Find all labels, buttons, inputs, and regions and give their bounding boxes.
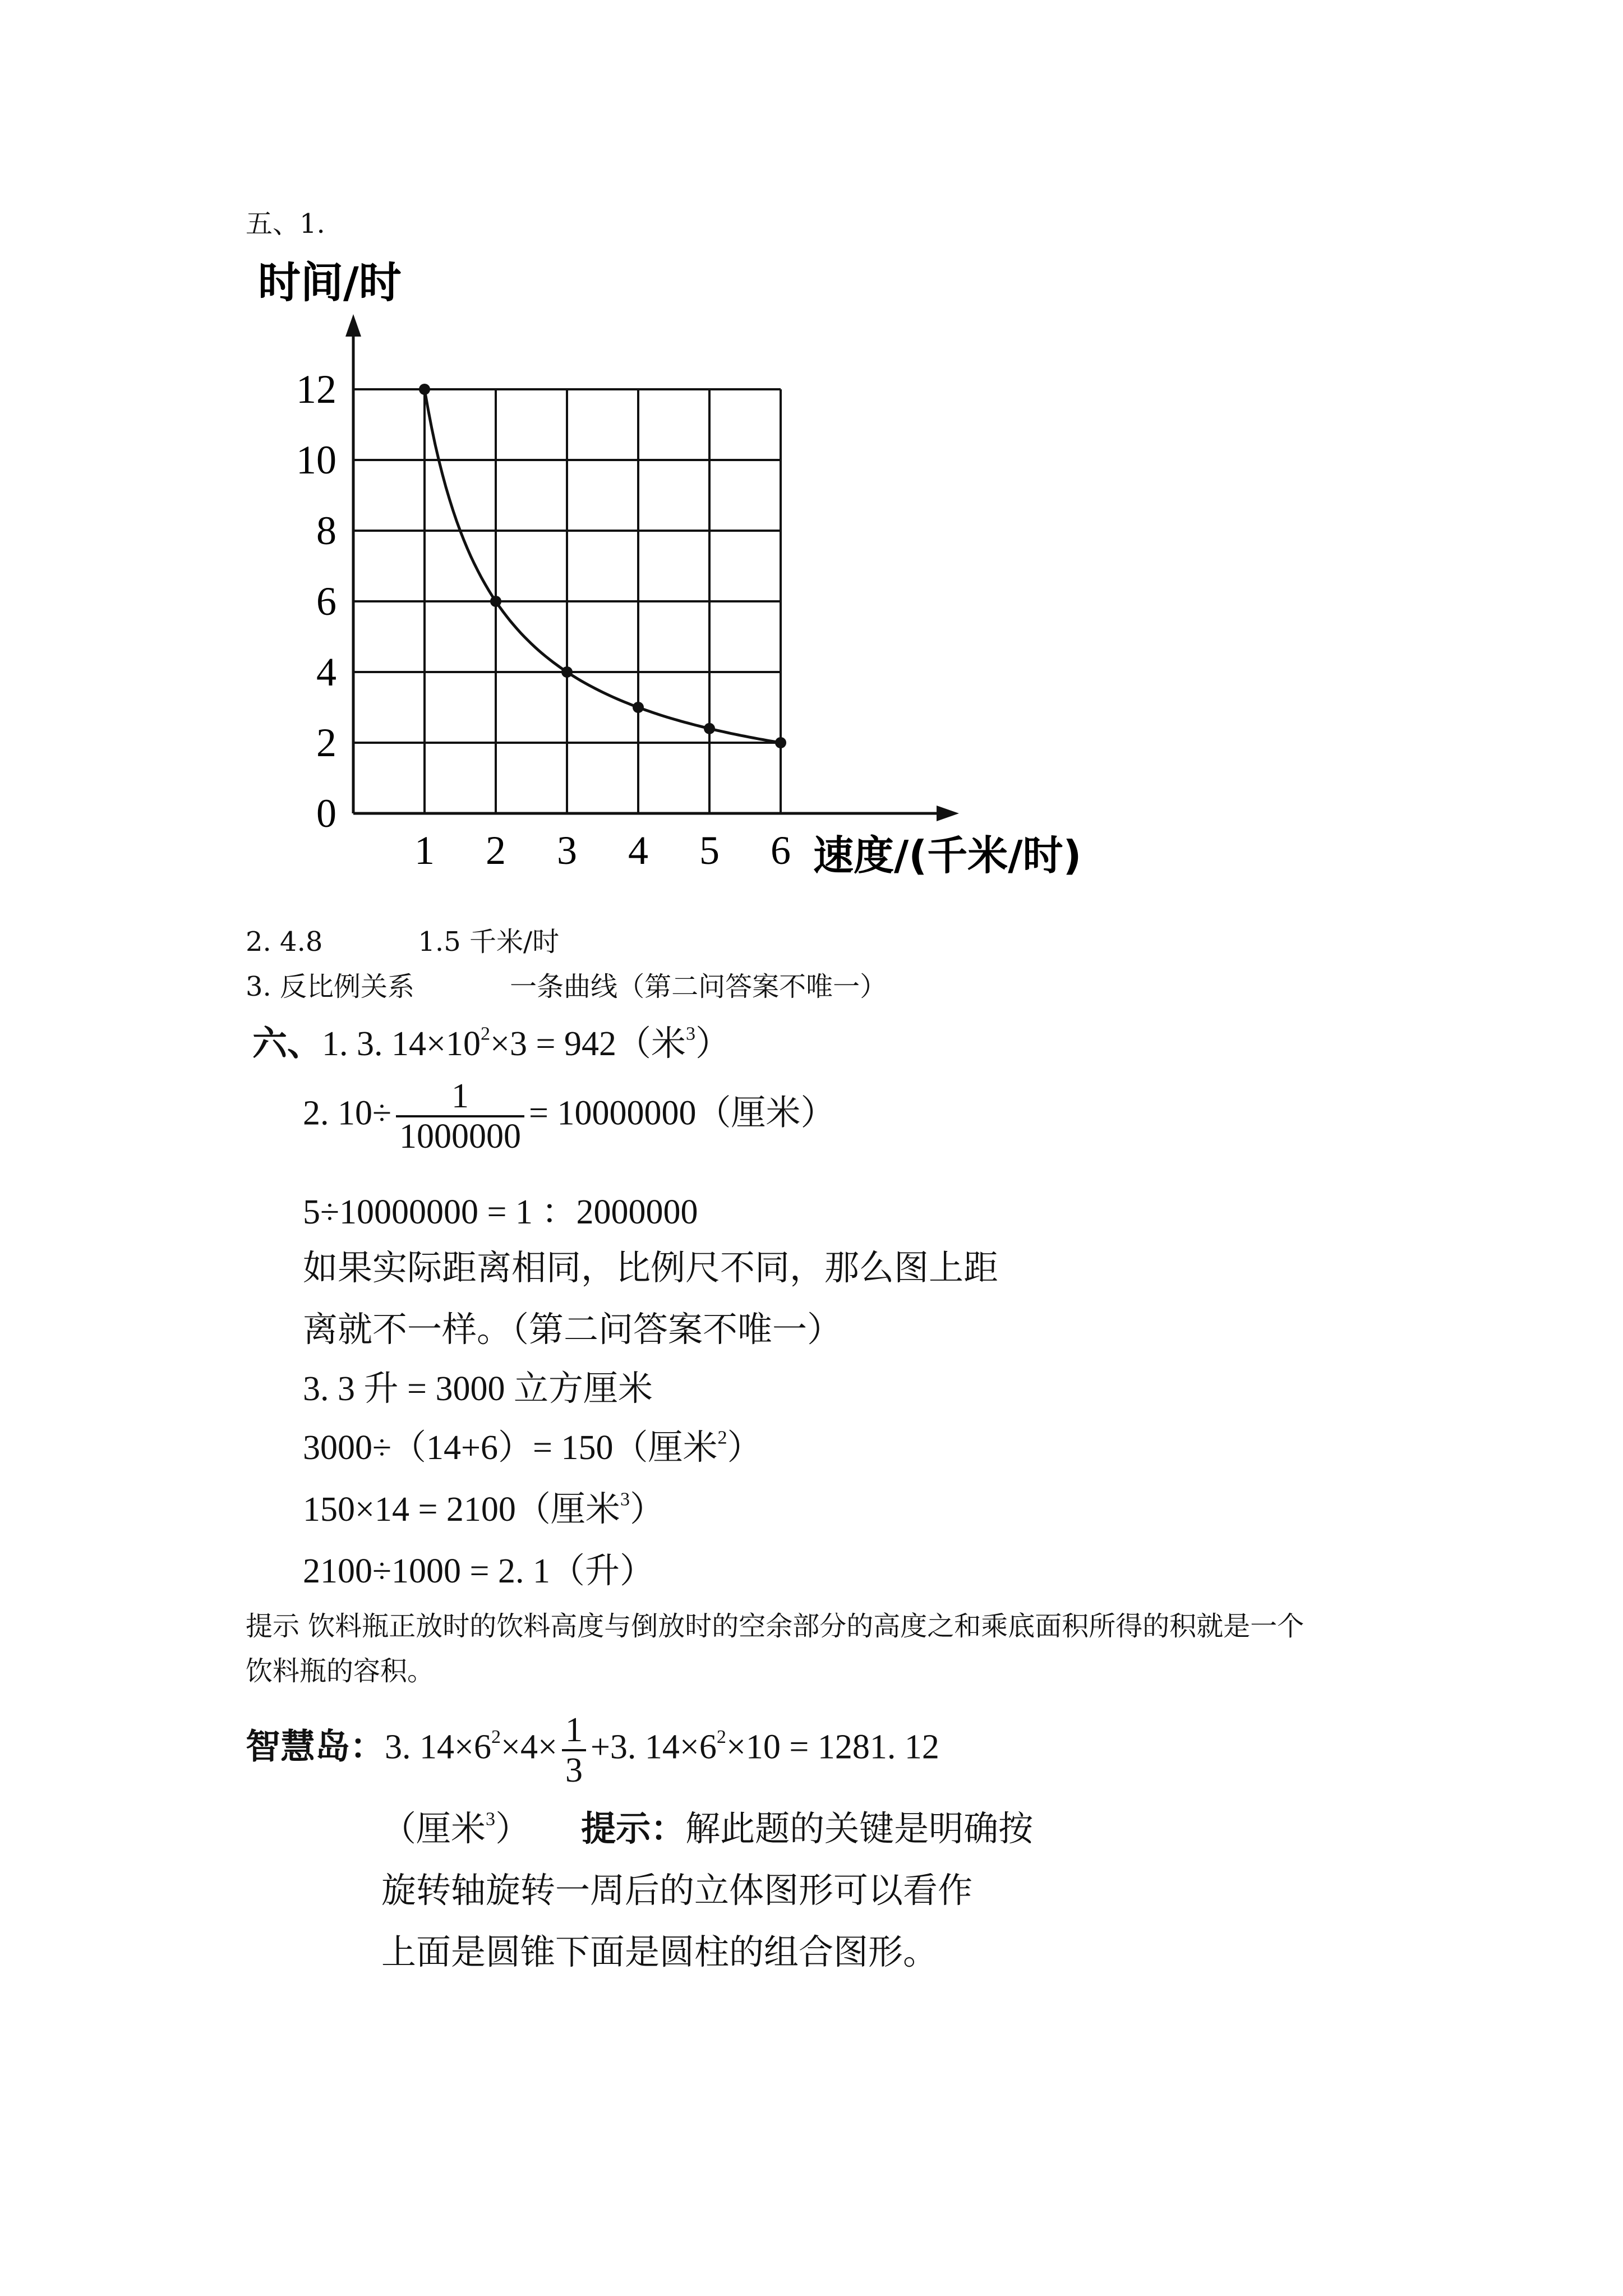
y-tick-label: 6 <box>316 579 336 624</box>
x-axis-arrow <box>937 806 959 821</box>
answer-5-2-a: 2. 4.8 <box>246 926 323 958</box>
answer-6-2-explain-2: 离就不一样。（第二问答案不唯一） <box>303 1309 842 1350</box>
paren-close: ） <box>695 1025 731 1063</box>
data-point <box>775 737 786 748</box>
answer-6-1-expr: 1. 3. 14×10 <box>322 1025 481 1063</box>
y-tick-label: 4 <box>316 650 336 694</box>
answer-5-3 <box>246 965 887 1004</box>
y-axis-arrow <box>345 314 361 337</box>
answer-6-2-explain-1: 如果实际距离相同，比例尺不同，那么图上距 <box>303 1247 999 1288</box>
exponent: 2 <box>491 1727 501 1748</box>
exponent: 2 <box>716 1727 726 1748</box>
answer-6-2 <box>303 1077 836 1156</box>
answer-5-2 <box>246 920 559 959</box>
wisdom-hint-c: 上面是圆锥下面是圆柱的组合图形。 <box>381 1931 938 1972</box>
x-axis-label: 速度/(千米/时) <box>813 832 1082 879</box>
y-tick-label: 12 <box>296 367 336 412</box>
paren-close: ） <box>495 1810 531 1848</box>
data-point <box>561 666 573 678</box>
unit-exponent: 3 <box>685 1023 696 1045</box>
answer-6-3-4: 2100÷1000 = 2. 1（升） <box>303 1552 654 1590</box>
wisdom-hint-a: 解此题的关键是明确按 <box>685 1808 1034 1849</box>
inverse-proportion-chart <box>236 247 1133 898</box>
answer-6-3-2-expr: 3000÷（14+6）= 150（厘米 <box>303 1429 718 1467</box>
x-tick-label: 6 <box>771 828 791 873</box>
y-axis-label: 时间/时 <box>258 257 402 307</box>
fraction-denominator: 1000000 <box>399 1117 522 1156</box>
wisdom-expr-1: 3. 14×6 <box>385 1728 491 1766</box>
paren-close: ） <box>629 1490 665 1529</box>
data-point <box>490 596 501 607</box>
hint-line-2: 饮料瓶的容积。 <box>246 1655 435 1687</box>
answer-5-2-b: 1.5 千米/时 <box>418 926 560 958</box>
x-tick-label: 5 <box>699 828 720 873</box>
answer-6-2-pre: 2. 10÷ <box>303 1094 392 1133</box>
wisdom-label: 智慧岛： <box>246 1726 385 1767</box>
fraction <box>562 1711 586 1789</box>
series-line <box>425 389 781 743</box>
paren-close: ） <box>727 1429 762 1467</box>
wisdom-unit-hint <box>381 1801 1033 1851</box>
answer-5-3-a: 3. 反比例关系 <box>246 971 415 1002</box>
section6-label: 六、 <box>252 1023 322 1064</box>
wisdom-expr-3: +3. 14×6 <box>590 1728 717 1766</box>
answer-6-3-2 <box>303 1419 762 1469</box>
wisdom-expr-2: ×4× <box>501 1728 557 1766</box>
x-tick-label: 4 <box>628 828 648 873</box>
y-tick-label: 10 <box>296 438 336 482</box>
answer-6-3-1: 3. 3 升 = 3000 立方厘米 <box>303 1370 653 1408</box>
wisdom-hint-b: 旋转轴旋转一周后的立体图形可以看作 <box>381 1870 973 1911</box>
origin-label: 0 <box>316 791 336 836</box>
unit-exponent: 2 <box>717 1427 727 1448</box>
fraction-numerator: 1 <box>562 1711 586 1751</box>
answer-6-2-ratio: 5÷10000000 = 1 ：2000000 <box>303 1193 698 1231</box>
x-tick-label: 1 <box>414 828 435 873</box>
data-point <box>633 702 644 713</box>
y-tick-label: 2 <box>316 720 336 765</box>
data-point <box>419 384 430 395</box>
fraction-denominator: 3 <box>565 1751 583 1790</box>
unit-exponent: 3 <box>620 1489 630 1510</box>
answer-6-3-3-expr: 150×14 = 2100（厘米 <box>303 1490 620 1529</box>
section5-heading: 五、1. <box>246 208 325 240</box>
fraction <box>396 1077 524 1156</box>
fraction-numerator: 1 <box>396 1077 524 1117</box>
answer-6-1-result: ×3 = 942（米 <box>490 1025 686 1063</box>
wisdom-hint-label: 提示： <box>581 1808 686 1849</box>
x-tick-label: 3 <box>557 828 577 873</box>
exponent: 2 <box>480 1023 491 1045</box>
wisdom-result: ×10 = 1281. 12 <box>726 1728 939 1766</box>
wisdom-island <box>246 1711 939 1789</box>
answer-6-3-3 <box>303 1481 665 1531</box>
y-tick-label: 8 <box>316 508 336 553</box>
answer-6-2-result: = 10000000（厘米） <box>529 1094 836 1133</box>
data-point <box>704 723 715 734</box>
unit-exponent: 3 <box>486 1809 496 1830</box>
hint-line-1: 提示 饮料瓶正放时的饮料高度与倒放时的空余部分的高度之和乘底面积所得的积就是一个 <box>246 1611 1304 1642</box>
wisdom-unit: （厘米 <box>381 1810 486 1848</box>
answer-6-1 <box>252 1015 730 1065</box>
x-tick-label: 2 <box>486 828 506 873</box>
answer-5-3-b: 一条曲线（第二问答案不唯一） <box>510 971 887 1002</box>
